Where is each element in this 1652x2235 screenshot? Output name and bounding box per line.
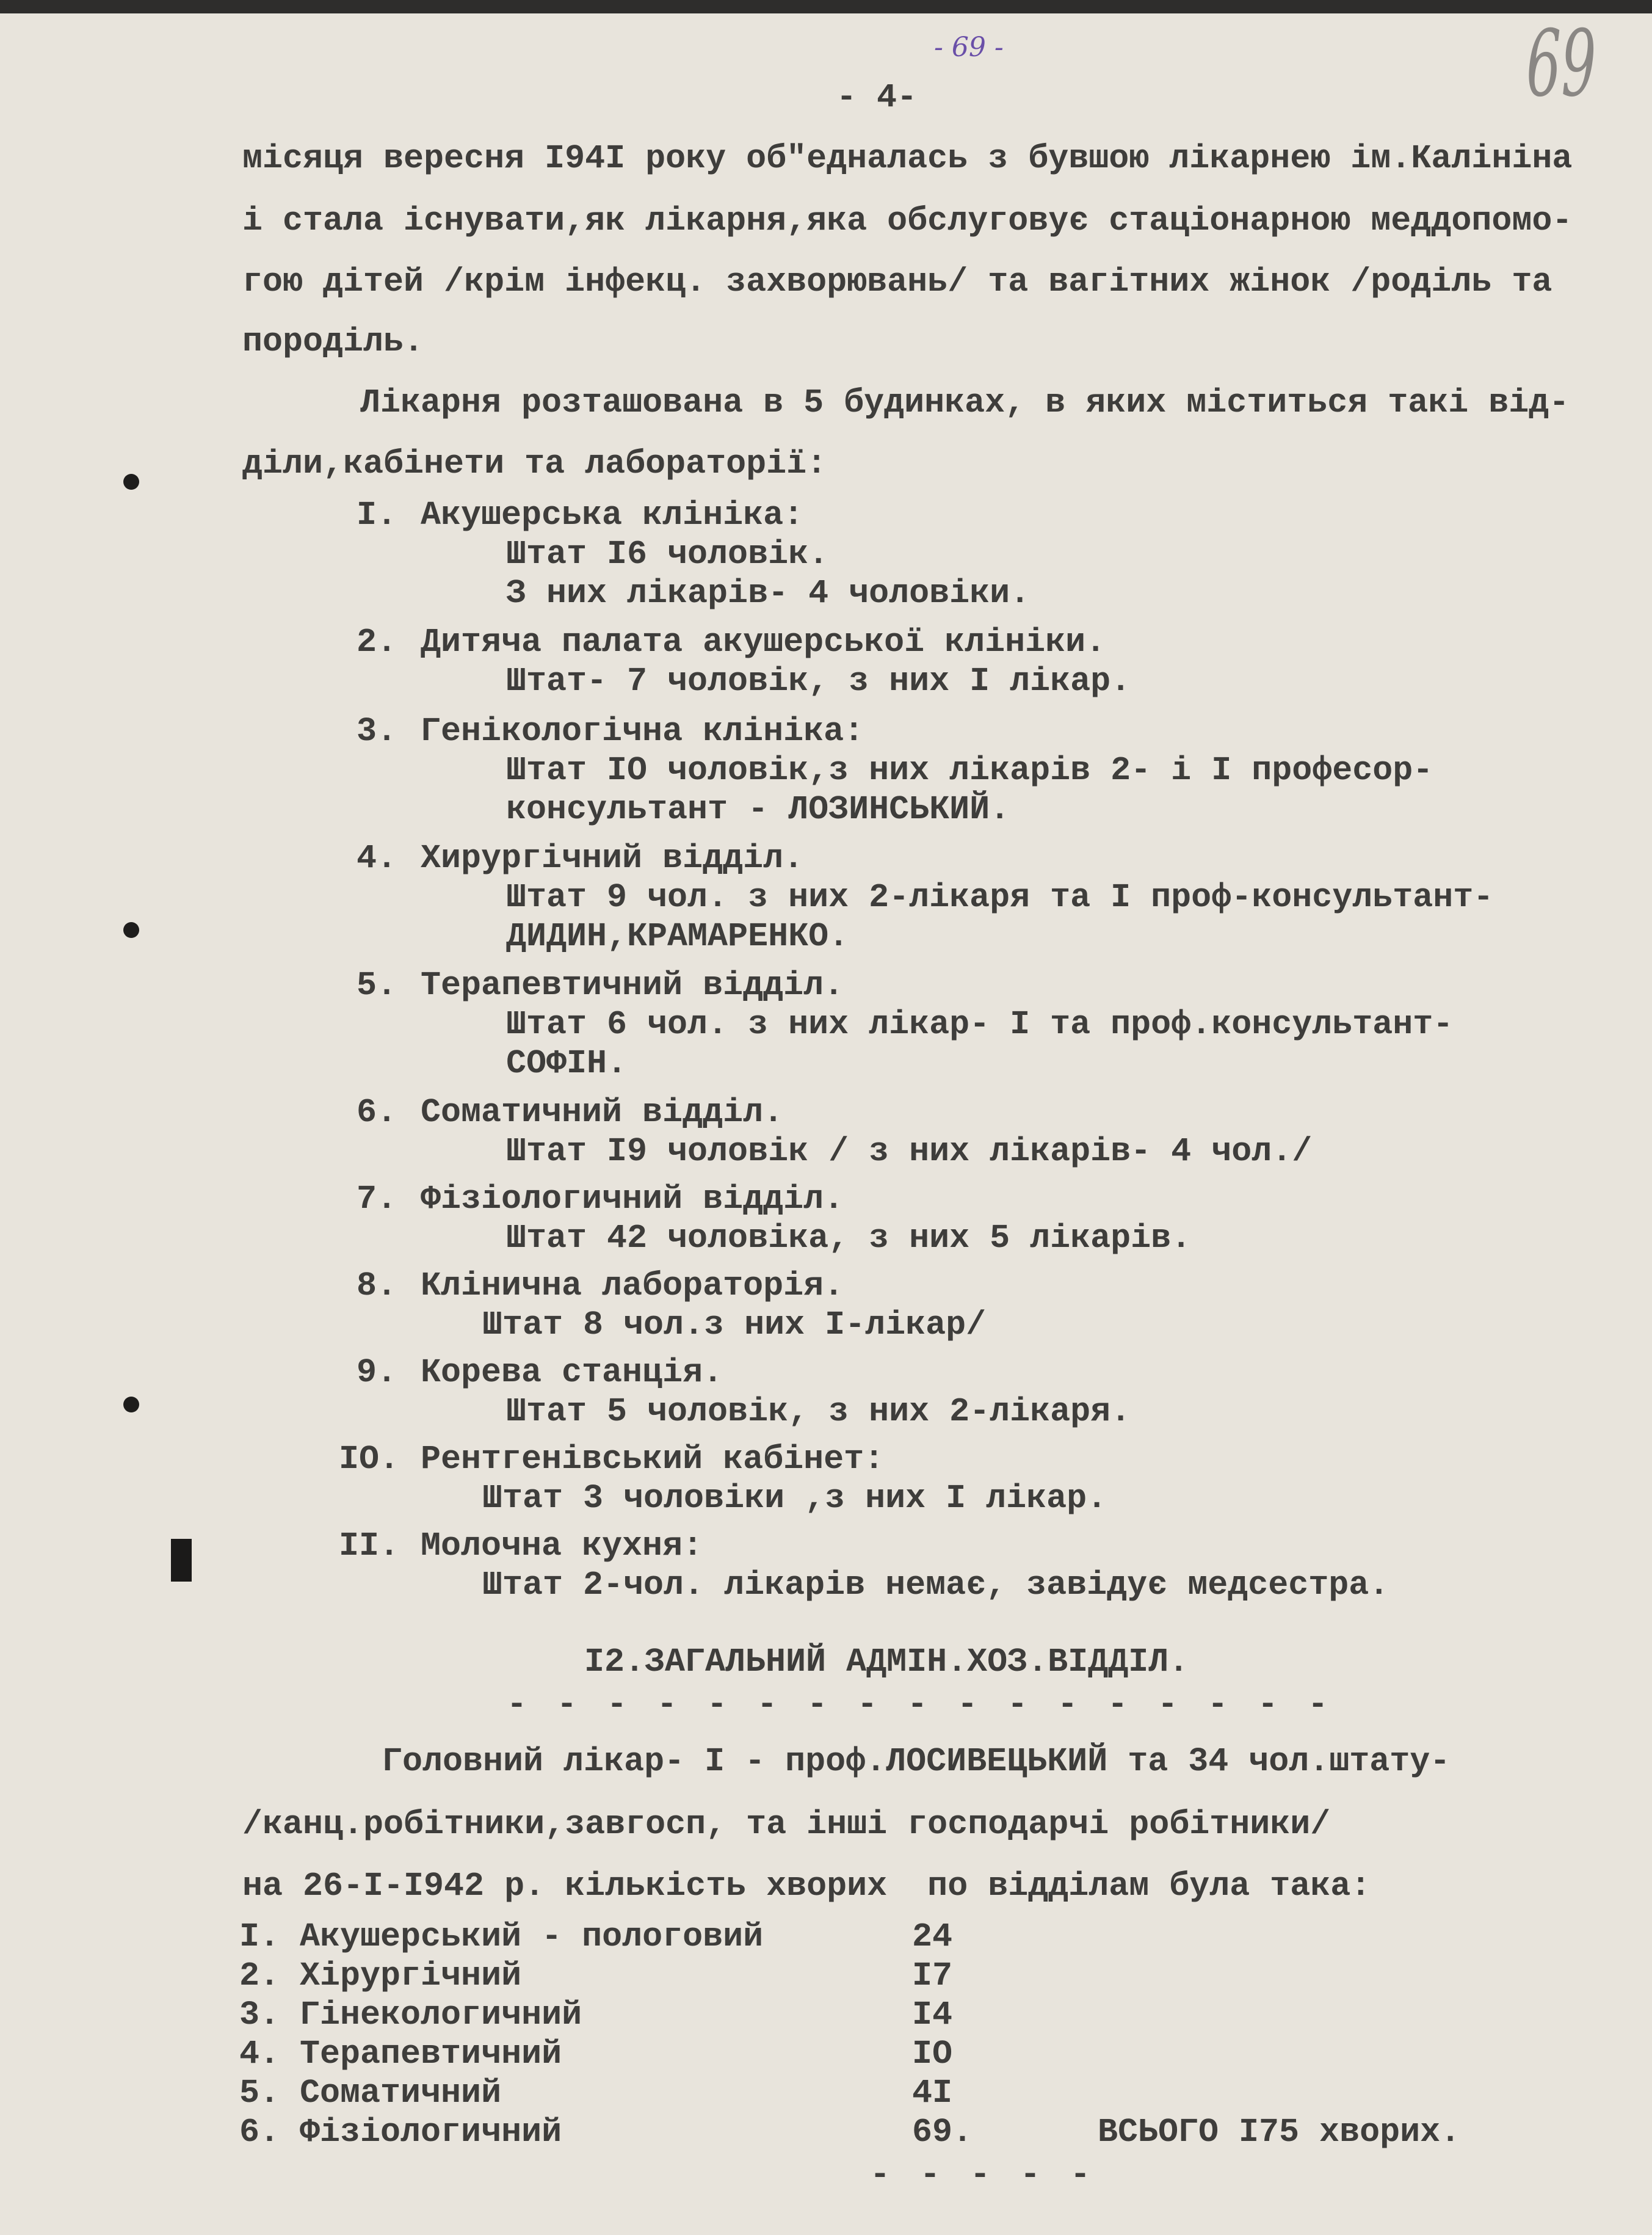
department-title: Фізіологичний відділ. xyxy=(421,1180,844,1218)
table-row-count: I7 xyxy=(912,1957,953,1995)
table-row-label: 6. Фізіологичний xyxy=(239,2113,562,2151)
department-number: 6. xyxy=(357,1093,397,1132)
department-number: 4. xyxy=(357,839,397,878)
table-row-label: 3. Гінекологичний xyxy=(239,1996,582,2034)
department-detail: З них лікарів- 4 чоловіки. xyxy=(506,574,1031,612)
department-detail: Штат 8 чол.з них I-лікар/ xyxy=(482,1306,987,1344)
paragraph-line: Лікарня розташована в 5 будинках, в яких міститься такі від- xyxy=(360,383,1570,422)
paragraph-line: діли,кабінети та лабораторії: xyxy=(242,445,827,483)
table-row-count: I4 xyxy=(912,1996,953,2034)
department-detail: Штат- 7 чоловік, з них I лікар. xyxy=(506,662,1131,700)
section-heading: I2.ЗАГАЛЬНИЙ АДМІН.ХОЗ.ВІДДІЛ. xyxy=(584,1643,1189,1681)
total-patients: ВСЬОГО I75 хворих. xyxy=(1098,2113,1461,2151)
archive-folio-number: 69 xyxy=(1526,11,1596,117)
section-line: на 26-I-I942 р. кількість хворих по відділам була така: xyxy=(242,1867,1371,1905)
department-number: IO. xyxy=(339,1440,400,1478)
punch-hole xyxy=(123,1397,139,1412)
department-detail: Штат 42 чоловіка, з них 5 лікарів. xyxy=(506,1219,1192,1257)
department-title: Акушерська клініка: xyxy=(421,496,804,534)
department-detail: Штат I6 чоловік. xyxy=(506,535,829,573)
department-title: Рентгенівський кабінет: xyxy=(421,1440,885,1478)
table-row-count: 69. xyxy=(912,2113,973,2151)
department-detail: Штат 9 чол. з них 2-лікаря та I проф-консультант- xyxy=(506,878,1494,917)
department-detail: Штат 3 чоловіки ,з них I лікар. xyxy=(482,1479,1107,1517)
department-detail: Штат 5 чоловік, з них 2-лікаря. xyxy=(506,1392,1131,1431)
ink-mark xyxy=(171,1539,192,1582)
department-number: 8. xyxy=(357,1266,397,1305)
intro-line: породіль. xyxy=(242,322,424,361)
department-number: 7. xyxy=(357,1180,397,1218)
department-detail: СОФІН. xyxy=(506,1044,628,1083)
section-line: Головний лікар- I - проф.ЛОСИВЕЦЬКИЙ та 34 чол.штату- xyxy=(382,1742,1451,1781)
department-title: Корева станція. xyxy=(421,1353,723,1392)
department-detail: Штат I9 чоловік / з них лікарів- 4 чол./ xyxy=(506,1132,1313,1171)
department-detail: Штат 2-чол. лікарів немає, завідує медсестра. xyxy=(482,1566,1389,1604)
department-title: Генікологічна клініка: xyxy=(421,712,864,750)
intro-line: і стала існувати,як лікарня,яка обслуговує стаціонарною меддопомо- xyxy=(242,202,1573,240)
punch-hole xyxy=(123,474,139,490)
table-row-count: IO xyxy=(912,2035,953,2073)
table-row-label: 4. Терапевтичний xyxy=(239,2035,562,2073)
page-number: - 4- xyxy=(836,78,918,117)
department-title: Соматичний відділ. xyxy=(421,1093,784,1132)
department-detail: Штат IO чоловік,з них лікарів 2- і I професор- xyxy=(506,751,1433,790)
department-title: Хирургічний відділ. xyxy=(421,839,804,878)
department-title: Клінична лабораторія. xyxy=(421,1266,844,1305)
table-row-label: 2. Хірургічний xyxy=(239,1957,522,1995)
scan-edge xyxy=(0,0,1652,13)
table-row-label: 5. Соматичний xyxy=(239,2074,502,2112)
department-title: Дитяча палата акушерської клініки. xyxy=(421,623,1106,661)
department-detail: Штат 6 чол. з них лікар- I та проф.консультант- xyxy=(506,1005,1454,1044)
section-line: /канц.робітники,завгосп, та інші господарчі робітники/ xyxy=(242,1805,1331,1844)
heading-underline: - - - - - - - - - - - - - - - - - xyxy=(507,1685,1333,1724)
department-title: Молочна кухня: xyxy=(421,1527,703,1565)
department-title: Терапевтичний відділ. xyxy=(421,966,844,1005)
department-number: I. xyxy=(357,496,397,534)
department-detail: консультант - ЛОЗИНСЬКИЙ. xyxy=(506,790,1010,829)
department-number: 3. xyxy=(357,712,397,750)
department-number: 5. xyxy=(357,966,397,1005)
department-number: II. xyxy=(339,1527,400,1565)
department-number: 2. xyxy=(357,623,397,661)
table-row-count: 24 xyxy=(912,1917,953,1956)
punch-hole xyxy=(123,922,139,938)
intro-line: місяця вересня I94I року об"едналась з бувшою лікарнею ім.Калініна xyxy=(242,139,1573,178)
total-underline: - - - - - xyxy=(870,2156,1096,2194)
archive-stamp-number: - 69 - xyxy=(934,32,1004,63)
table-row-label: I. Акушерський - пологовий xyxy=(239,1917,764,1956)
intro-line: гою дітей /крім інфекц. захворювань/ та вагітних жінок /роділь та xyxy=(242,263,1552,301)
department-number: 9. xyxy=(357,1353,397,1392)
table-row-count: 4I xyxy=(912,2074,953,2112)
department-detail: ДИДИН,КРАМАРЕНКО. xyxy=(506,917,849,956)
